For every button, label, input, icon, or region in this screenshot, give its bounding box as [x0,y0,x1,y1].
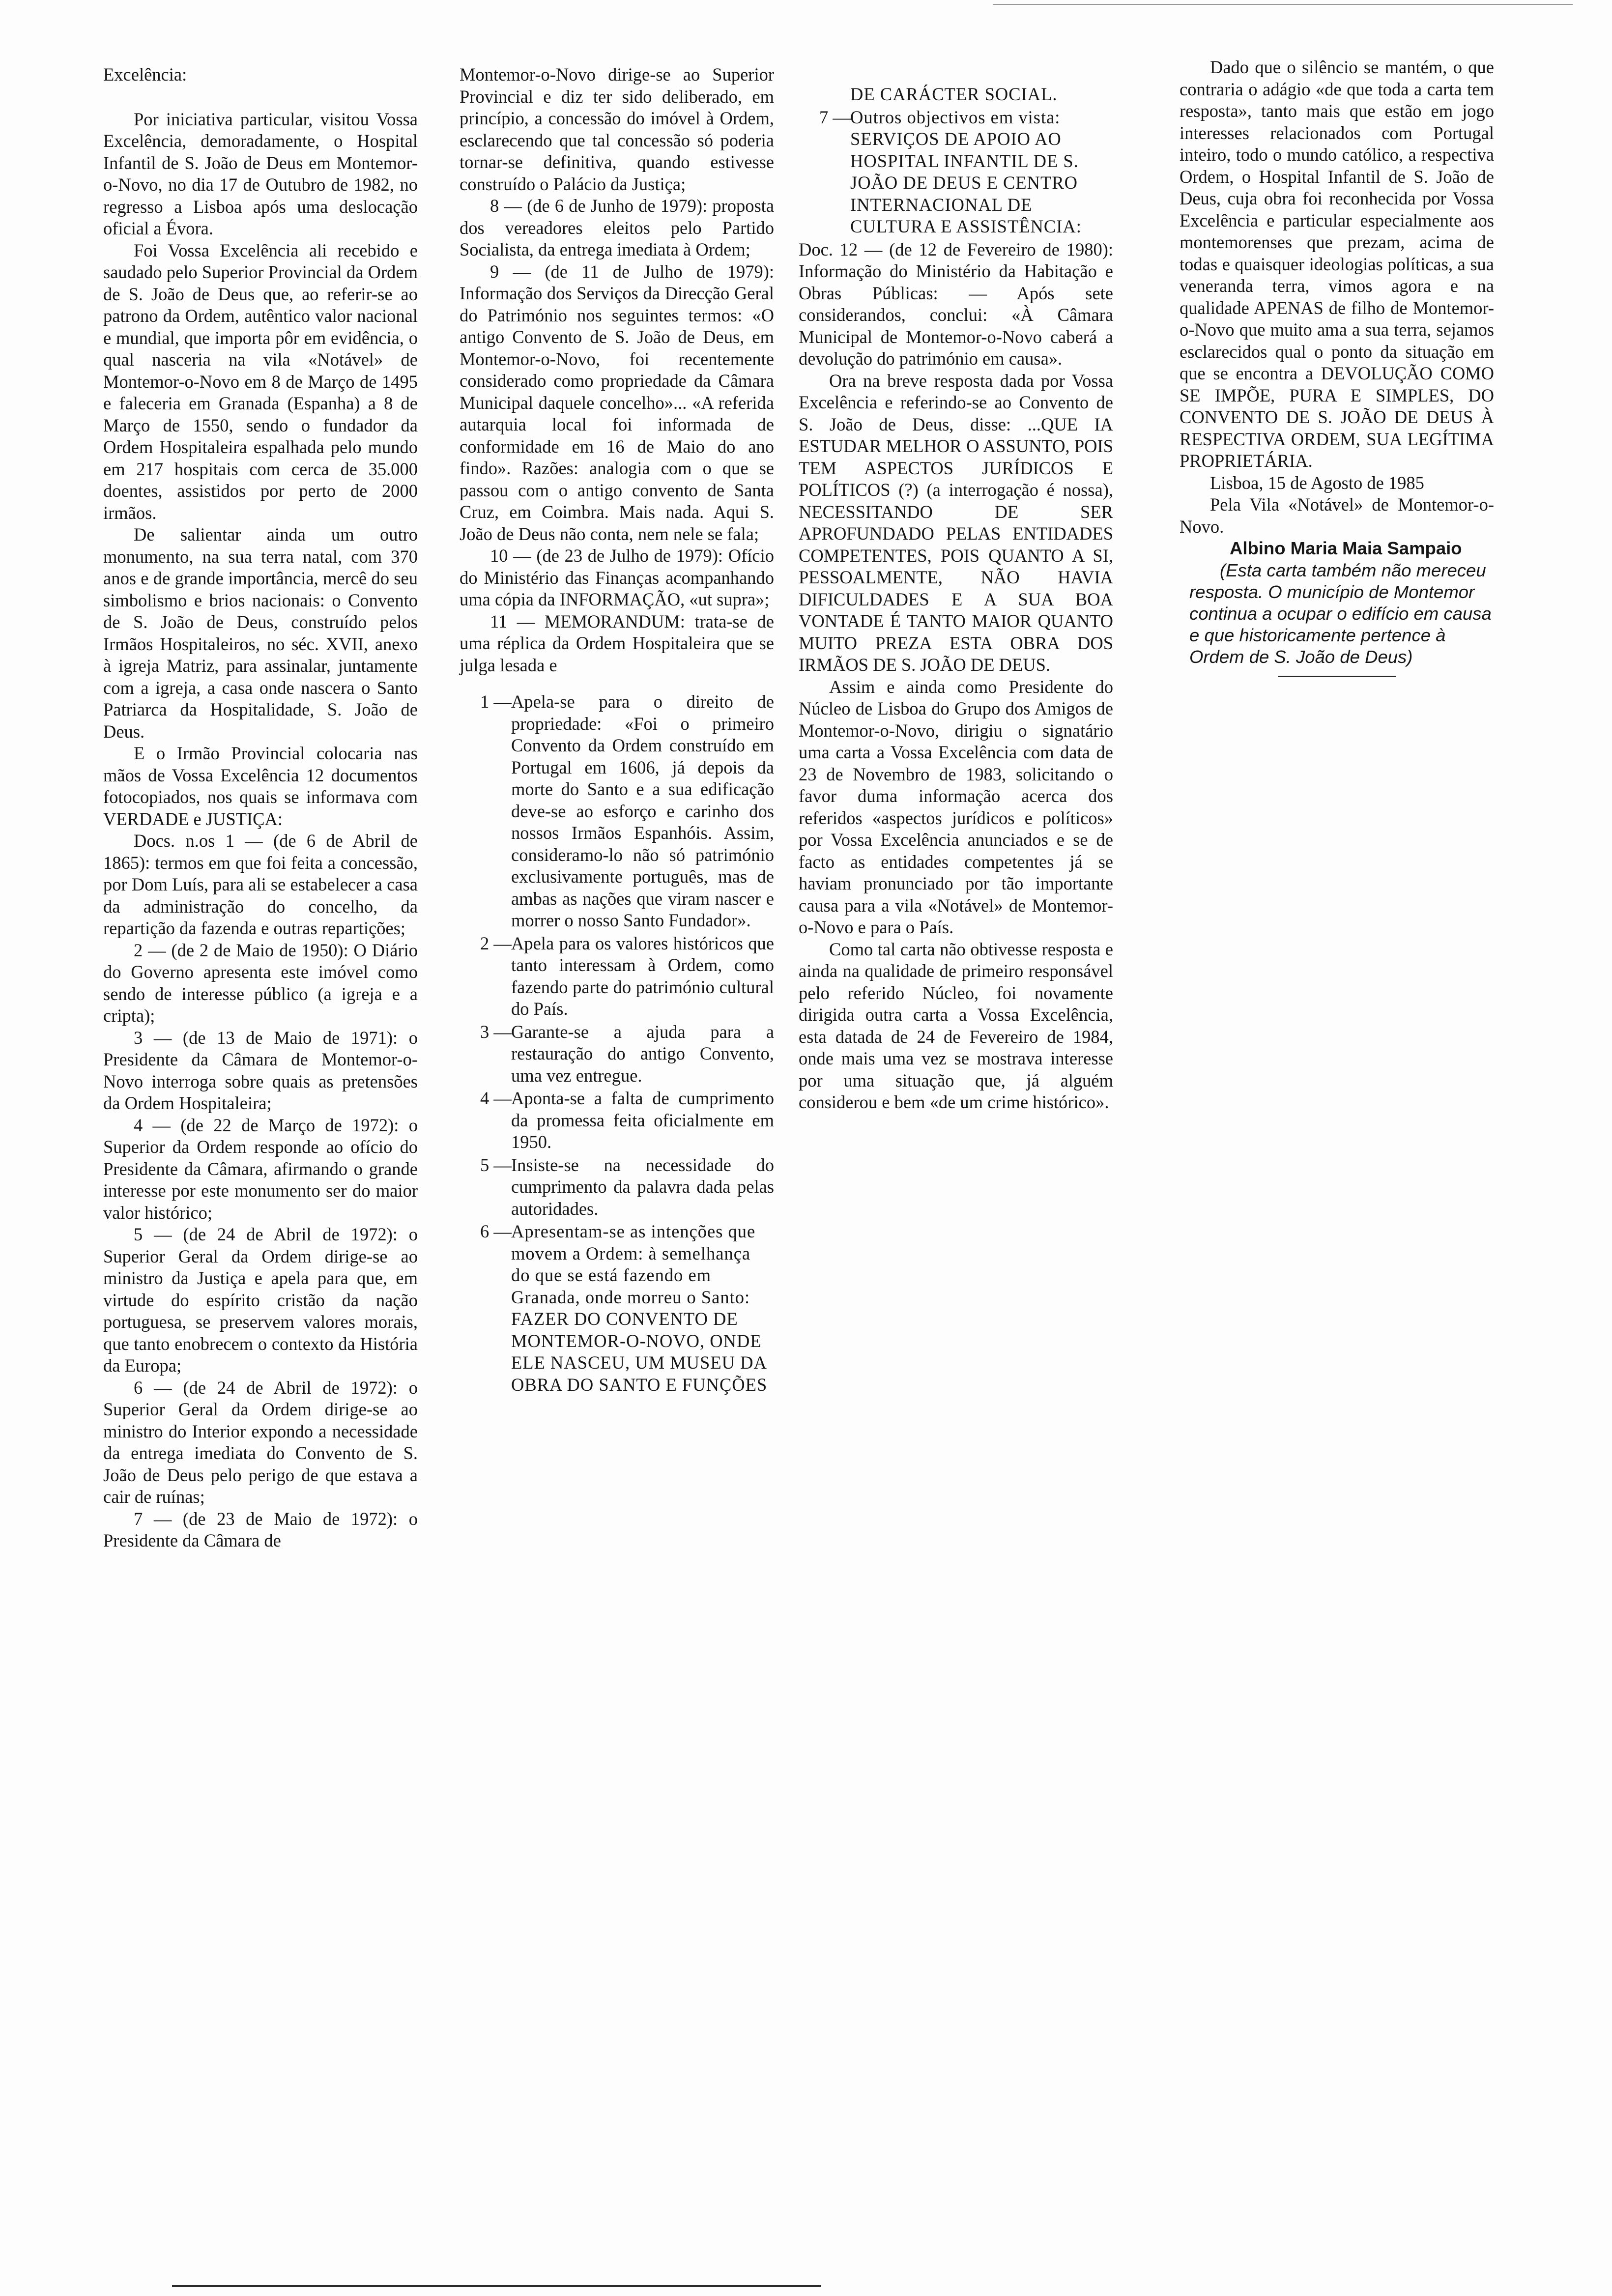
list-number: 7 — [819,107,851,127]
paragraph: Foi Vossa Excelência ali recebido e saudado pelo Superior Provincial da Ordem de S. João de Deus que, ao referir-se ao patrono da Ordem, autêntico valor nacional e mundial, que importa pôr em evidência, o qual nasceria na vila «Notável» de Montemor-o-Novo em 8 de Março de 1495 e faleceria em Granada (Espanha) a 8 de Março de 1550, sendo o fundador da Ordem Hospitaleira espalhada pelo mundo em 217 hospitais com cerca de 35.000 doentes, assistidos por perto de 2000 irmãos. [103,240,418,523]
list-number: 4 — [480,1088,512,1108]
list-number: 6 — [480,1221,512,1241]
paragraph: Ora na breve resposta dada por Vossa Excelência e referindo-se ao Convento de S. João de Deus, disse: ...QUE IA ESTUDAR MELHOR O ASSUNTO, POIS TEM ASPECTOS JURÍDICOS E POLÍTICOS (?) (a interrogação é nossa), NECESSITANDO DE SER APROFUNDADO PELAS ENTIDADES COMPETENTES, POIS QUANTO A SI, PESSOALMENTE, NÃO HAVIA DIFICULDADES E A SUA BOA VONTADE É TANTO MAIOR QUANTO MUITO PREZA ESTA OBRA DOS IRMÃOS DE S. JOÃO DE DEUS. [799,370,1113,675]
list-number: 5 — [480,1154,512,1175]
list-text: DE CARÁCTER SOCIAL. [850,84,1058,104]
column-4 [1180,57,1494,677]
list-number: 2 — [480,933,512,953]
list-text: Apela-se para o direito de propriedade: «Foi o primeiro Convento da Ordem construído em Portugal em 1606, já depois da morte do Santo e a sua edificação deve-se ao esforço e carinho dos nossos Irmãos Espanhóis. Assim, consideramo-lo não só património exclusivamente português, mas de ambas as nações que viram nascer e morrer o nosso Santo Fundador». [511,691,774,930]
list-item [460,1154,774,1220]
paragraph: Montemor-o-Novo dirige-se ao Superior Provincial e diz ter sido deliberado, em princípio, a concessão do imóvel à Ordem, esclarecendo que tal concessão só poderia tornar-se definitiva, quando estivesse construído o Palácio da Justiça; [460,64,774,194]
list-item [460,691,774,932]
list-item [460,1021,774,1087]
paragraph: De salientar ainda um outro monumento, na sua terra natal, com 370 anos e de grande importância, mercê do seu simbolismo e brios nacionais: o Convento de S. João de Deus, construído pelos Irmãos Hospitaleiros, no séc. XVII, anexo à igreja Matriz, para assinalar, juntamente com a igreja, a casa onde nascera o Santo Patriarca da Hospitalidade, S. João de Deus. [103,524,418,742]
list-text: Aponta-se a falta de cumprimento da promessa feita oficialmente em 1950. [511,1088,774,1152]
paragraph: 11 — MEMORANDUM: trata-se de uma réplica da Ordem Hospitaleira que se julga lesada e [460,611,774,675]
author-signature: Albino Maria Maia Sampaio [1230,538,1462,558]
list-text: Insiste-se na necessidade do cumprimento da palavra dada pelas autoridades. [511,1154,774,1219]
bottom-rule [172,2285,821,2287]
paragraph: 7 — (de 23 de Maio de 1972): o Presidente da Câmara de [103,1508,418,1550]
paragraph: E o Irmão Provincial colocaria nas mãos de Vossa Excelência 12 documentos fotocopiados, nos quais se informava com VERDADE e JUSTIÇA: [103,743,418,829]
list-number: 1 — [480,691,512,712]
paragraph: Como tal carta não obtivesse resposta e ainda na qualidade de primeiro responsável pelo referido Núcleo, foi novamente dirigida outra carta a Vossa Excelência, esta datada de 24 de Fevereiro de 1984, onde mais uma vez se mostrava interesse por uma situação que, já alguém considerou e bem «de um crime histórico». [799,939,1113,1112]
paragraph: 4 — (de 22 de Março de 1972): o Superior da Ordem responde ao ofício do Presidente da Câmara, afirmando o grande interesse por este monumento ser do maior valor histórico; [103,1115,418,1223]
date-line: Lisboa, 15 de Agosto de 1985 [1210,472,1424,493]
list-item [460,933,774,1020]
editor-note: (Esta carta também não mereceu resposta. O município de Montemor continua a ocupar o edifício em causa e que historicamente pertence à Ordem de S. João de Deus) [1189,560,1492,667]
paragraph: 10 — (de 23 de Julho de 1979): Ofício do Ministério das Finanças acompanhando uma cópia da INFORMAÇÃO, «ut supra»; [460,545,774,609]
salutation: Excelência: [103,64,187,85]
paragraph: 6 — (de 24 de Abril de 1972): o Superior Geral da Ordem dirige-se ao ministro do Interior expondo a necessidade da entrega imediata do Convento de S. João de Deus pelo perigo de que estava a cair de ruínas; [103,1377,418,1507]
paragraph: Assim e ainda como Presidente do Núcleo de Lisboa do Grupo dos Amigos de Montemor-o-Novo, dirigiu o signatário uma carta a Vossa Excelência com data de 23 de Novembro de 1983, solicitando o favor duma informação acerca dos referidos «aspectos jurídicos e políticos» por Vossa Excelência anunciados e se de facto as entidades competentes já se haviam pronunciado por tão importante causa para a vila «Notável» de Montemor-o-Novo e para o País. [799,676,1113,937]
list-item [460,1221,774,1396]
paragraph: Dado que o silêncio se mantém, o que contraria o adágio «de que toda a carta tem resposta», tanto mais que estão em jogo interesses relacionados com Portugal inteiro, todo o mundo católico, a respectiva Ordem, o Hospital Infantil de S. João de Deus, cuja obra foi reconhecida por Vossa Excelência e particular especialmente aos montemorenses que prezam, acima de todas e quaisquer ideologias políticas, a sua veneranda terra, vimos agora e na qualidade APENAS de filho de Montemor-o-Novo que muito ama a sua terra, sejamos esclarecidos qual o ponto da situação em que se encontra a DEVOLUÇÃO COMO SE IMPÕE, PURA E SIMPLES, DO CONVENTO DE S. JOÃO DE DEUS À RESPECTIVA ORDEM, SUA LEGÍTIMA PROPRIETÁRIA. [1180,57,1494,471]
column-1 [103,64,418,1552]
paragraph: Doc. 12 — (de 12 de Fevereiro de 1980): Informação do Ministério da Habitação e Obras Públicas: — Após sete considerandos, conclui: «À Câmara Municipal de Montemor-o-Novo caberá a devolução do património em causa». [799,239,1113,369]
list-number: 3 — [480,1021,512,1042]
memorandum-list [460,691,774,1396]
column-3 [799,84,1113,1114]
paragraph: Docs. n.os 1 — (de 6 de Abril de 1865): termos em que foi feita a concessão, por Dom Luís, para ali se estabelecer a casa da administração do concelho, da repartição da fazenda e outras repartições; [103,831,418,938]
list-item [460,1088,774,1153]
list-text: Garante-se a ajuda para a restauração do antigo Convento, uma vez entregue. [511,1021,774,1086]
list-item [799,107,1113,238]
paragraph: 3 — (de 13 de Maio de 1971): o Presidente da Câmara de Montemor-o-Novo interroga sobre quais as pretensões da Ordem Hospitaleira; [103,1027,418,1113]
paragraph: 2 — (de 2 de Maio de 1950): O Diário do Governo apresenta este imóvel como sendo de interesse público (a igreja e a cripta); [103,940,418,1026]
list-text: Outros objectivos em vista: SERVIÇOS DE APOIO AO HOSPITAL INFANTIL DE S. JOÃO DE DEUS E CENTRO INTERNACIONAL DE CULTURA E ASSISTÊNCIA: [850,107,1082,236]
list-text: Apela para os valores históricos que tanto interessam à Ordem, como fazendo parte do património cultural do País. [511,933,774,1019]
column-2 [460,64,774,1397]
place-line: Pela Vila «Notável» de Montemor-o-Novo. [1180,494,1494,537]
list-text: Apresentam-se as intenções que movem a Ordem: à semelhança do que se está fazendo em Granada, onde morreu o Santo: FAZER DO CONVENTO DE MONTEMOR-O-NOVO, ONDE ELE NASCEU, UM MUSEU DA OBRA DO SANTO E FUNÇÕES [511,1221,768,1395]
paragraph: 8 — (de 6 de Junho de 1979): proposta dos vereadores eleitos pelo Partido Socialista, da entrega imediata à Ordem; [460,196,774,259]
list-item-continued [799,84,1113,106]
paragraph: 9 — (de 11 de Julho de 1979): Informação dos Serviços da Direcção Geral do Património nos seguintes termos: «O antigo Convento de S. João de Deus, em Montemor-o-Novo, foi recentemente considerado como propriedade da Câmara Municipal daquele concelho»... «A referida autarquia local foi informada de conformidade em 16 de Maio do ano findo». Razões: analogia com o que se passou com o antigo convento de Santa Cruz, em Coimbra. Mais nada. Aqui S. João de Deus não conta, nem nele se fala; [460,261,774,544]
top-rule [993,4,1573,5]
paragraph: Por iniciativa particular, visitou Vossa Excelência, demoradamente, o Hospital Infantil de S. João de Deus em Montemor-o-Novo, no dia 17 de Outubro de 1982, no regresso a Lisboa após uma deslocação oficial a Évora. [103,109,418,238]
end-rule [1278,676,1396,677]
paragraph: 5 — (de 24 de Abril de 1972): o Superior Geral da Ordem dirige-se ao ministro da Justiça e apela para que, em virtude do espírito cristão da nação portuguesa, se preservem valores morais, que tanto enobrecem o contexto da História da Europa; [103,1224,418,1376]
